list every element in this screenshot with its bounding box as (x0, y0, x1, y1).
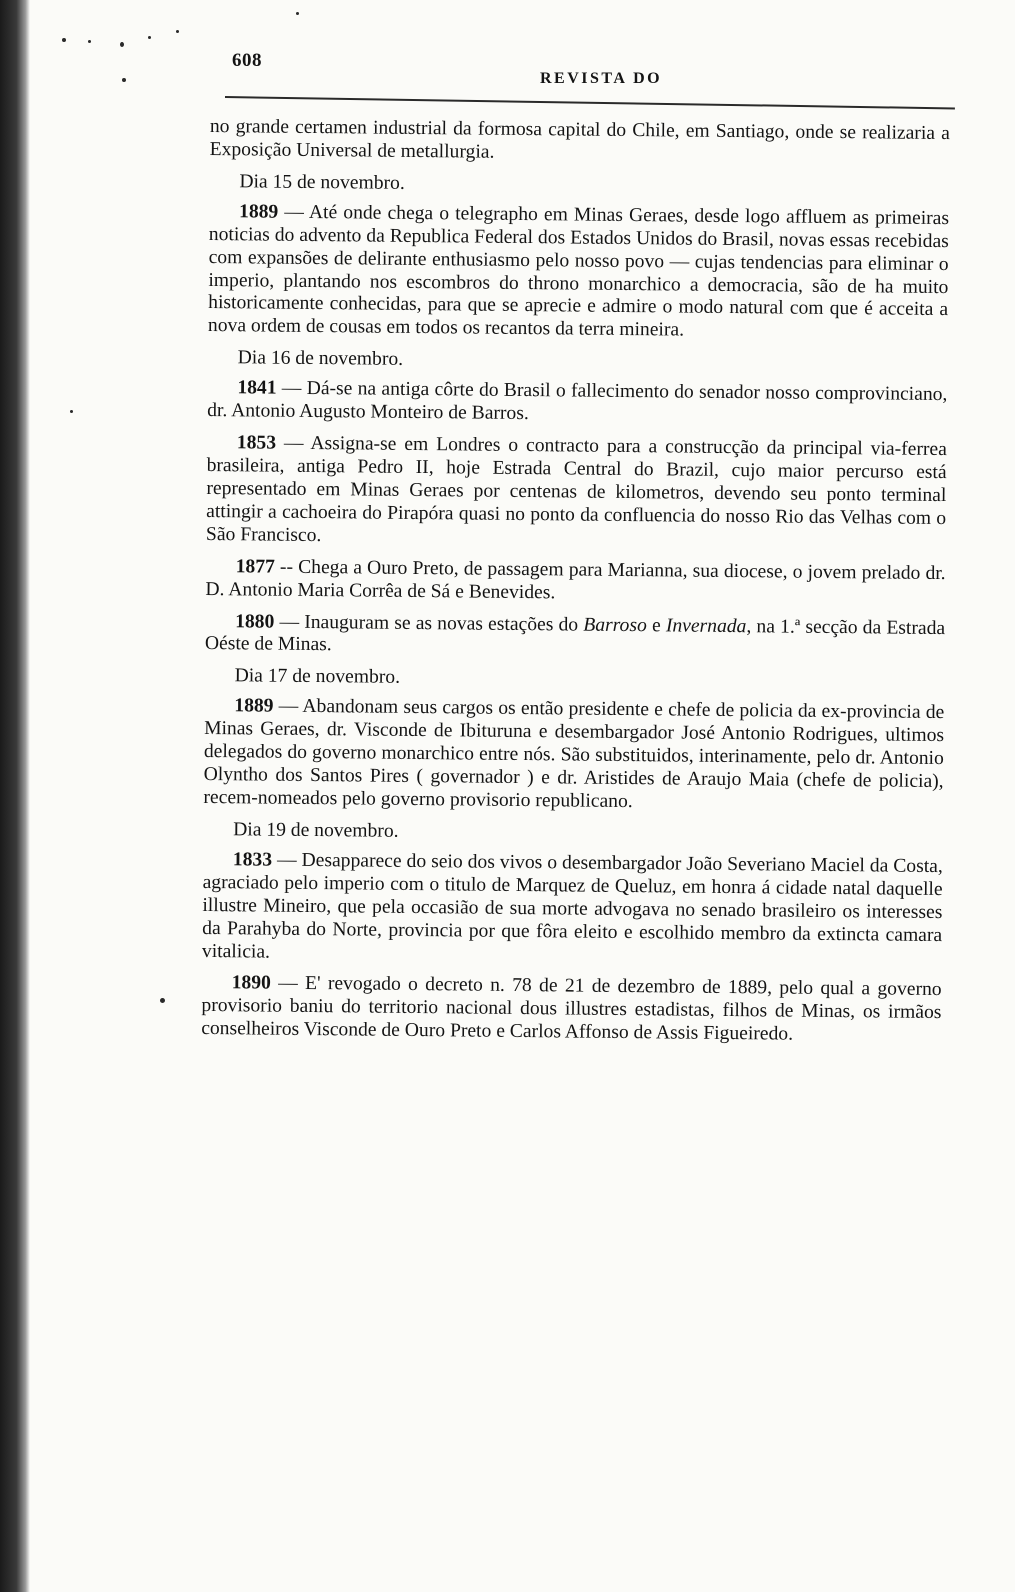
entry-text: Abandonam seus cargos os então presidente e chefe de policia da ex-provincia de Minas Geraes, dr. Visconde de Ibituruna e desembargador José Antonio Rodrigues, ultimos delegados do governo monarchico entre nós. São substituidos, interinamente, pelo dr. Antonio Olyntho dos Santos Pires ( governador ) e dr. Aristides de Araujo Maia (chefe de policia), recem-nomeados pelo governo provisorio republicano. (203, 696, 945, 813)
entry-text: E' revogado o decreto n. 78 de 21 de dezembro de 1889, pelo qual a governo provisorio baniu do territorio nacional dous illustres estadistas, filhos de Minas, os irmãos conselheiros Visconde de Ouro Preto e Carlos Affonso de Assis Figueiredo. (201, 973, 942, 1045)
binding-shadow (0, 0, 30, 1592)
chronicle-entry: 1841 — Dá-se na antiga côrte do Brasil o fallecimento do senador nosso comprovinciano, dr. Antonio Augusto Monteiro de Barros. (207, 377, 948, 425)
entry-text: Até onde chega o telegrapho em Minas Geraes, desde logo affluem as primeiras noticias do advento da Republica Federal dos Estados Unidos do Brasil, novas essas recebidas com expansões de delirante enthusiasmo pelo nosso povo — cujas tendencias para eliminar o imperio, plantando nos escombros do throno monarchico a democracia, são de ha muito historicamente conhecidas, para que se aprecie e admire o modo natural com que é acceita a nova ordem de cousas em todos os recantos da terra mineira. (207, 201, 950, 341)
entry-text: Chega a Ouro Preto, de passagem para Marianna, sua diocese, o jovem prelado dr. D. Antonio Maria Corrêa de Sá e Benevides. (205, 556, 946, 603)
entry-text: Assigna-se em Londres o contracto para a construcção da principal via-ferrea brasileira, antiga Pedro II, hoje Estrada Central do Brazil, cujo maior percurso está representado em Minas Geraes por centenas de kilometros, devendo seu ponto terminal attingir a cachoeira do Pirapóra quasi no ponto da confluencia do nosso Rio das Velhas com o São Francisco. (205, 433, 947, 546)
chronicle-entry: 1880 — Inauguram se as novas estações do Barroso e Invernada, na 1.ª secção da Estrada Oéste de Minas. (204, 610, 946, 656)
chronicle-entry: 1877 -- Chega a Ouro Preto, de passagem para Marianna, sua diocese, o jovem prelado dr. D. Antonio Maria Corrêa de Sá e Benevides. (205, 555, 946, 603)
station-name-italic: Invernada (665, 614, 747, 637)
entry-year: 1877 (235, 555, 275, 578)
entry-year: 1889 (234, 695, 274, 717)
entry-year: 1889 (238, 201, 279, 223)
entry-text: Desapparece do seio dos vivos o desembargador João Severiano Maciel da Costa, agraciado pelo imperio com o titulo de Marquez de Queluz, em honra á cidade natal daquelle illustre Mineiro, que pela occasião de sua morte advogava no senado brasileiro os interesses da Parahyba do Norte, provincia por que fôra eleito e escolhido membro da extincta camara vitalicia. (201, 849, 943, 963)
chronicle-entry: 1889 — Até onde chega o telegrapho em Minas Geraes, desde logo affluem as primeiras noticias do advento da Republica Federal dos Estados Unidos do Brasil, novas essas recebidas com expansões de delirante enthusiasmo pelo nosso povo — cujas tendencias para eliminar o imperio, plantando nos escombros do throno monarchico a democracia, são de ha muito historicamente conhecidas, para que se aprecie e admire o modo natural com que é acceita a nova ordem de cousas em todos os recantos da terra mineira. (207, 201, 950, 341)
chronicle-entry: 1833 — Desapparece do seio dos vivos o desembargador João Severiano Maciel da Costa, agraciado pelo imperio com o titulo de Marquez de Queluz, em honra á cidade natal daquelle illustre Mineiro, que pela occasião de sua morte advogava no senado brasileiro os interesses da Parahyba do Norte, provincia por que fôra eleito e escolhido membro da extincta camara vitalicia. (201, 849, 943, 963)
station-name-italic: Barroso (583, 614, 647, 636)
entry-year: 1880 (235, 610, 275, 633)
chronicle-entry: 1889 — Abandonam seus cargos os então presidente e chefe de policia da ex-provincia de Minas Geraes, dr. Visconde de Ibituruna e desembargador José Antonio Rodrigues, ultimos delegados do governo monarchico entre nós. São substituidos, interinamente, pelo dr. Antonio Olyntho dos Santos Pires ( governador ) e dr. Aristides de Araujo Maia (chefe de policia), recem-nomeados pelo governo provisorio republicano. (203, 695, 945, 813)
paragraph-continuation: no grande certamen industrial da formosa capital do Chile, em Santiago, onde se realizaria a Exposição Universal de metallurgia. (209, 116, 950, 163)
day-heading: Dia 15 de novembro. (239, 171, 405, 194)
day-heading: Dia 17 de novembro. (234, 665, 401, 689)
entry-text: e (651, 614, 661, 636)
entry-text: , na 1.ª secção da Estrada Oéste de Minas. (204, 615, 946, 656)
body-text (201, 116, 950, 1057)
running-title: REVISTA DO (540, 70, 663, 87)
day-heading: Dia 19 de novembro. (233, 819, 399, 842)
entry-text: Inauguram se as novas estações do (304, 611, 579, 636)
entry-year: 1890 (231, 972, 271, 995)
entry-text: Dá-se na antiga côrte do Brasil o fallecimento do senador nosso comprovinciano, dr. Antonio Augusto Monteiro de Barros. (207, 378, 948, 425)
entry-year: 1833 (232, 849, 273, 871)
day-heading: Dia 16 de novembro. (237, 347, 404, 371)
chronicle-entry: 1853 — Assigna-se em Londres o contracto para a construcção da principal via-ferrea brasileira, antiga Pedro II, hoje Estrada Central do Brazil, cujo maior percurso está representado em Minas Geraes por centenas de kilometros, devendo seu ponto terminal attingir a cachoeira do Pirapóra quasi no ponto da confluencia do nosso Rio das Velhas com o São Francisco. (205, 432, 947, 546)
entry-year: 1841 (237, 377, 277, 399)
header-rule (225, 96, 955, 109)
page-number: 608 (232, 50, 262, 71)
entry-year: 1853 (236, 432, 277, 454)
chronicle-entry: 1890 — E' revogado o decreto n. 78 de 21 de dezembro de 1889, pelo qual a governo provisorio baniu do territorio nacional dous illustres estadistas, filhos de Minas, os irmãos conselheiros Visconde de Ouro Preto e Carlos Affonso de Assis Figueiredo. (201, 972, 942, 1045)
